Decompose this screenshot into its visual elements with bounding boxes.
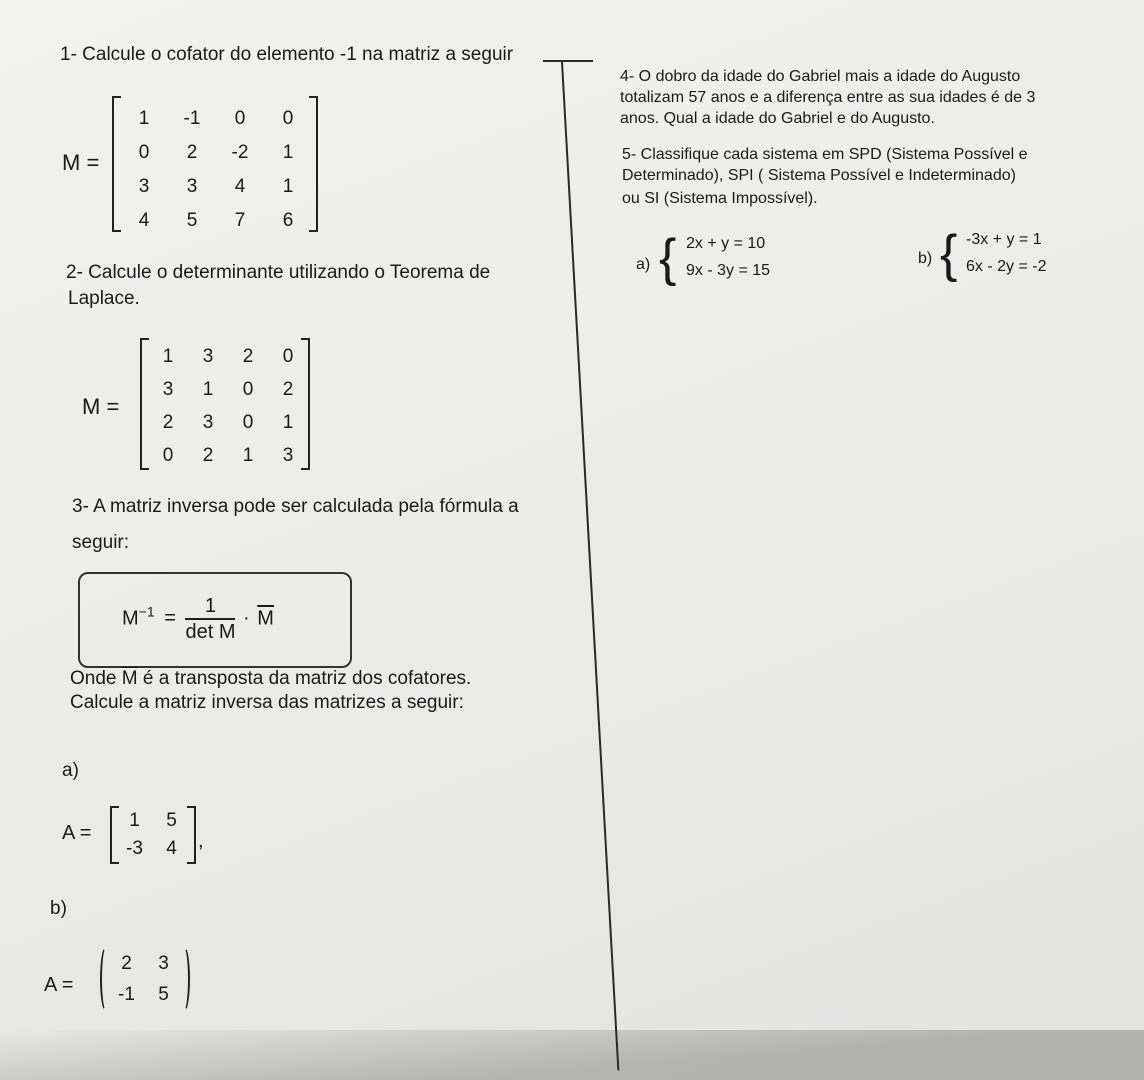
question4-line1: 4- O dobro da idade do Gabriel mais a idade do Augusto: [620, 68, 1021, 85]
matrix-cell: 1: [282, 142, 294, 163]
inverse-formula: [122, 594, 274, 644]
system-b-eq1: -3x + y = 1: [966, 231, 1042, 248]
matrix-cell: 1: [282, 412, 294, 433]
question5-line1: 5- Classifique cada sistema em SPD (Sistema Possível e: [622, 146, 1028, 163]
note-rest: é a transposta da matriz dos cofatores.: [142, 668, 472, 689]
item-b-matrix-grid: [108, 948, 182, 1010]
matrix-cell: 1: [162, 346, 174, 367]
matrix-cell: 1: [282, 176, 294, 197]
matrix-cell: -3: [126, 838, 143, 859]
matrix-cell: 3: [158, 953, 169, 974]
matrix-cell: 2: [162, 412, 174, 433]
matrix-cell: 2: [186, 142, 198, 163]
q2-matrix-grid: [148, 340, 308, 472]
matrix-cell: 4: [166, 838, 177, 859]
question3-line1: 3- A matriz inversa pode ser calculada pela fórmula a: [72, 496, 519, 517]
matrix-cell: 0: [162, 445, 174, 466]
item-a-matrix-grid: [116, 807, 190, 863]
matrix-cell: 0: [282, 346, 294, 367]
system-b-brace: {: [940, 225, 958, 283]
formula-fraction: [185, 594, 235, 644]
system-a-label: a): [636, 256, 651, 273]
matrix-cell: 0: [242, 412, 254, 433]
item-a-comma: ,: [198, 830, 204, 852]
matrix-cell: 3: [162, 379, 174, 400]
question5-line3: ou SI (Sistema Impossível).: [622, 190, 818, 207]
matrix-cell: 6: [282, 210, 294, 231]
formula-exponent: −1: [138, 603, 155, 620]
matrix-cell: -1: [118, 984, 135, 1005]
matrix-cell: 4: [138, 210, 150, 231]
matrix-cell: 0: [242, 379, 254, 400]
q1-matrix-grid: [120, 102, 312, 238]
matrix-cell: 4: [234, 176, 246, 197]
note-prefix: Onde: [70, 668, 117, 689]
question3-instruction: Calcule a matriz inversa das matrizes a seguir:: [70, 692, 464, 713]
matrix-cell: 3: [282, 445, 294, 466]
matrix-cell: 0: [234, 108, 246, 129]
question2-line1: 2- Calcule o determinante utilizando o Teorema de: [66, 262, 491, 283]
formula-numerator: 1: [185, 594, 235, 620]
question4-line2: totalizam 57 anos e a diferença entre as sua idades é de 3: [620, 89, 1036, 106]
q2-matrix-label: M =: [82, 394, 120, 419]
item-b-label: b): [50, 898, 67, 919]
matrix-cell: 2: [202, 445, 214, 466]
page-shadow: [0, 1030, 1144, 1080]
system-b-label: b): [918, 250, 933, 267]
formula-equals: =: [164, 607, 176, 630]
matrix-cell: -1: [183, 108, 201, 129]
matrix-cell: 3: [186, 176, 198, 197]
matrix-cell: 1: [129, 810, 140, 831]
item-b-matrix: [100, 946, 190, 1012]
matrix-cell: 1: [242, 445, 254, 466]
question1-text: 1- Calcule o cofator do elemento -1 na matriz a seguir: [60, 44, 514, 65]
matrix-cell: 5: [166, 810, 177, 831]
item-a-matrix: [110, 806, 196, 864]
formula-m-bar: $\overline{M}$: [257, 607, 274, 630]
question3-note: [70, 666, 471, 692]
matrix-cell: 1: [138, 108, 150, 129]
system-a-eq1: 2x + y = 10: [686, 235, 766, 252]
item-a-matrix-label: A =: [62, 822, 92, 844]
matrix-cell: 3: [202, 412, 214, 433]
matrix-cell: 0: [138, 142, 150, 163]
matrix-cell: 2: [282, 379, 294, 400]
matrix-cell: 3: [138, 176, 150, 197]
system-b-eq2: 6x - 2y = -2: [966, 258, 1047, 275]
matrix-cell: 5: [158, 984, 169, 1005]
question3-line2: seguir:: [72, 532, 130, 553]
system-a-eq2: 9x - 3y = 15: [686, 262, 771, 279]
matrix-cell: 2: [242, 346, 254, 367]
system-a-brace: {: [659, 229, 677, 287]
question4-line3: anos. Qual a idade do Gabriel e do Augusto.: [620, 110, 935, 127]
q1-matrix: [112, 96, 318, 232]
matrix-cell: 2: [121, 953, 132, 974]
matrix-cell: 0: [282, 108, 294, 129]
matrix-cell: 1: [202, 379, 214, 400]
question2-line2: Laplace.: [68, 288, 140, 309]
matrix-cell: 7: [234, 210, 246, 231]
q2-matrix: [140, 338, 310, 470]
question5-line2: Determinado), SPI ( Sistema Possível e Indeterminado): [622, 167, 1016, 184]
matrix-cell: 5: [186, 210, 198, 231]
note-m-bar: $\overline{M}$: [121, 668, 138, 689]
question1-top-line: [543, 60, 593, 62]
q1-matrix-label: M =: [62, 150, 100, 175]
item-b-matrix-label: A =: [44, 974, 74, 996]
formula-denominator: det M: [185, 621, 236, 643]
matrix-cell: -2: [231, 142, 249, 163]
formula-dot: ·: [243, 607, 250, 630]
matrix-cell: 3: [202, 346, 214, 367]
formula-matrix-m: M: [122, 607, 139, 630]
item-a-label: a): [62, 760, 79, 781]
